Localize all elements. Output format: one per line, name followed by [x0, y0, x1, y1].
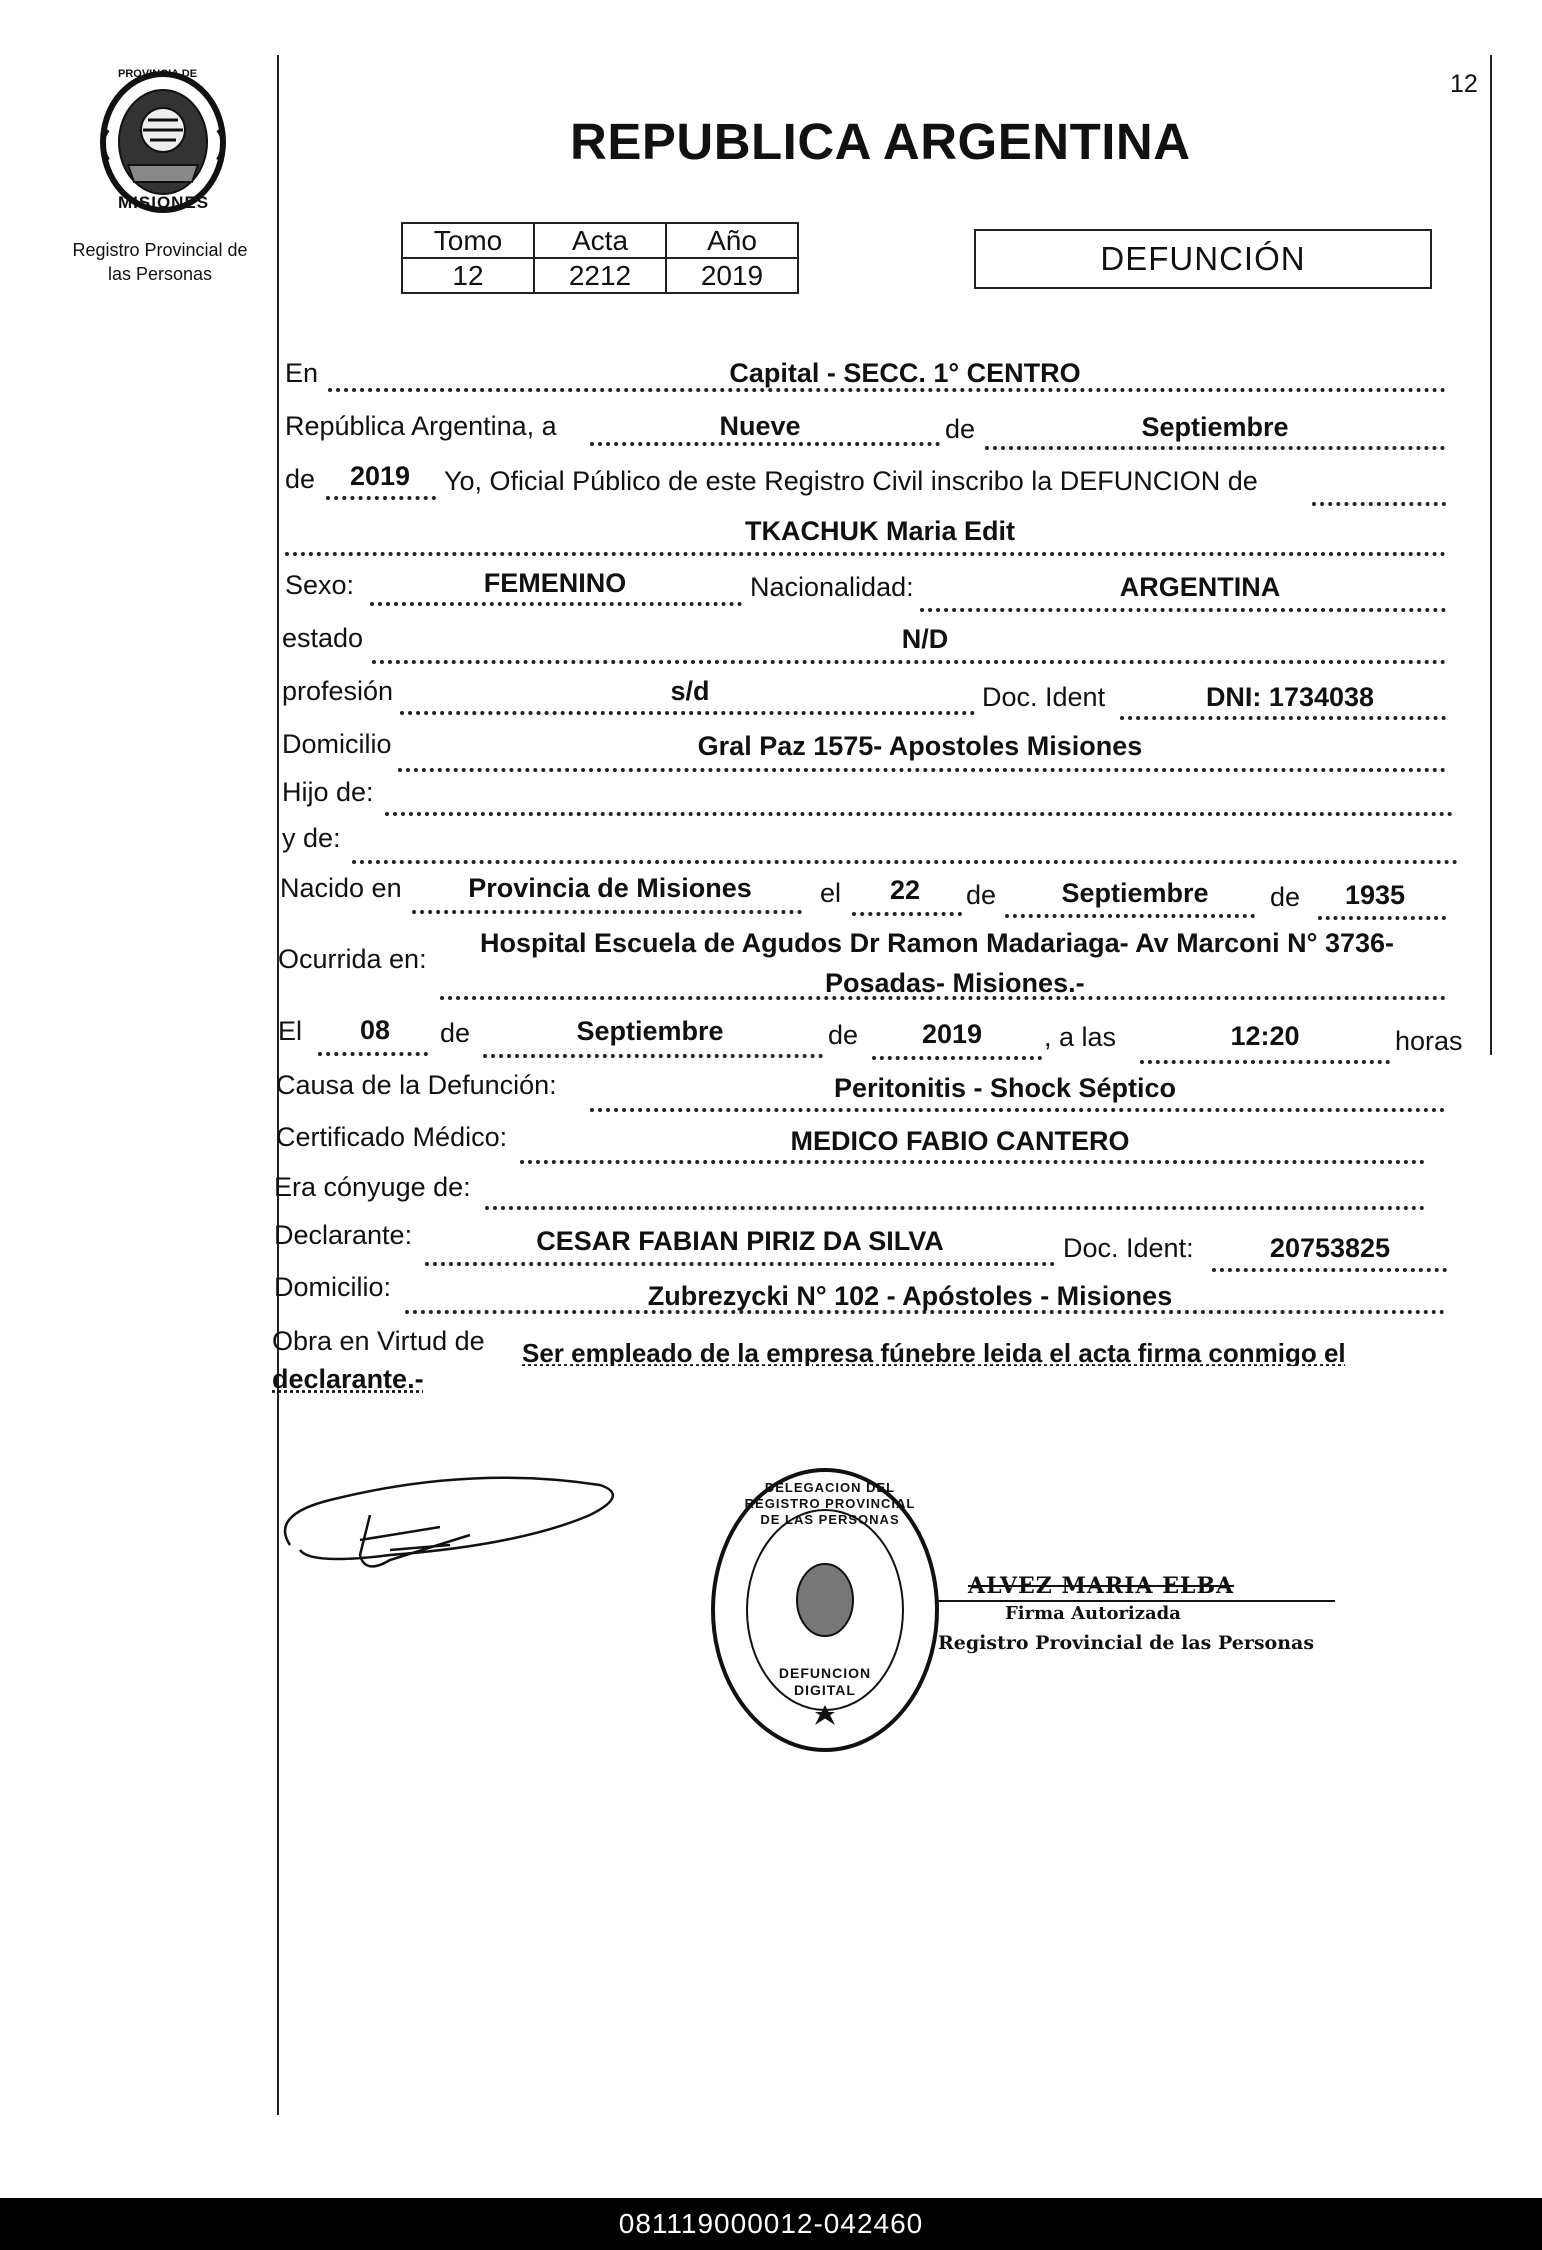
- stamp-inner-text: DEFUNCION DIGITAL: [778, 1665, 872, 1698]
- dotted-line: [328, 388, 1446, 392]
- label-nacido-en: Nacido en: [280, 873, 402, 903]
- label-doc-ident: Doc. Ident: [982, 682, 1106, 712]
- handwritten-signature-icon: [270, 1455, 630, 1585]
- dotted-line: [520, 1160, 1425, 1164]
- dotted-line: [590, 1108, 1445, 1112]
- dotted-line: [285, 552, 1446, 556]
- dotted-line: [872, 1056, 1042, 1060]
- dotted-line: [1140, 1060, 1390, 1064]
- authorized-office: Registro Provincial de las Personas: [938, 1632, 1315, 1654]
- record-table-header-acta: Acta: [534, 223, 666, 258]
- page-title: REPUBLICA ARGENTINA: [570, 113, 1191, 170]
- field-certificado: MEDICO FABIO CANTERO: [790, 1126, 1130, 1156]
- dotted-line: [385, 812, 1453, 816]
- dotted-line: [483, 1054, 823, 1058]
- field-causa: Peritonitis - Shock Séptico: [833, 1073, 1177, 1103]
- field-profesion: s/d: [670, 676, 710, 706]
- field-dia-texto: Nueve: [719, 411, 801, 441]
- field-nac-anio: 1935: [1344, 880, 1406, 910]
- field-nac-mes: Septiembre: [1061, 878, 1209, 908]
- dotted-line: [318, 1052, 428, 1056]
- field-nombre: TKACHUK Maria Edit: [744, 516, 1015, 546]
- dotted-line: [920, 608, 1446, 612]
- label-ocurrida-en: Ocurrida en:: [278, 944, 427, 974]
- label-declarante: Declarante:: [274, 1220, 413, 1250]
- label-certificado: Certificado Médico:: [276, 1122, 508, 1152]
- field-mes: Septiembre: [1141, 412, 1289, 442]
- stamp-outer-text: DELEGACION DEL REGISTRO PROVINCIAL DE LAS PERSONAS: [744, 1480, 916, 1527]
- label-domicilio: Domicilio: [282, 729, 392, 759]
- record-table-value-tomo: 12: [402, 258, 534, 293]
- authorized-role: Firma Autorizada: [1005, 1603, 1181, 1624]
- label-yo-oficial: Yo, Oficial Público de este Registro Civil inscribo la DEFUNCION de: [444, 466, 1258, 496]
- field-fallec-mes: Septiembre: [576, 1016, 724, 1046]
- label-conyuge: Era cónyuge de:: [274, 1172, 471, 1202]
- record-table-value-acta: 2212: [534, 258, 666, 293]
- field-ocurrida-line1: Hospital Escuela de Agudos Dr Ramon Madariaga- Av Marconi N° 3736-: [480, 928, 1395, 958]
- field-nacionalidad: ARGENTINA: [1119, 572, 1281, 602]
- field-nacido-en: Provincia de Misiones: [468, 873, 752, 903]
- label-de-anio: de: [285, 464, 316, 494]
- label-horas: horas: [1395, 1026, 1463, 1056]
- label-de: de: [945, 414, 976, 444]
- dotted-line: [398, 768, 1446, 772]
- field-declarante-domicilio: Zubrezycki N° 102 - Apóstoles - Misiones: [647, 1281, 1173, 1311]
- label-sexo: Sexo:: [285, 570, 355, 600]
- authorized-name: ALVEZ MARIA ELBA: [968, 1573, 1235, 1599]
- dotted-line: [590, 442, 940, 446]
- field-lugar: Capital - SECC. 1° CENTRO: [729, 358, 1081, 388]
- dotted-line: [412, 910, 802, 914]
- dotted-line: [1212, 1268, 1447, 1272]
- dotted-line: [326, 496, 436, 500]
- dotted-line: [485, 1206, 1425, 1210]
- field-obra-line2: declarante.-: [272, 1364, 424, 1394]
- signature-underline: [935, 1600, 1335, 1602]
- record-table: [401, 222, 799, 294]
- label-domicilio-declarante: Domicilio:: [274, 1272, 392, 1302]
- record-table-header-anio: Año: [666, 223, 798, 258]
- label-estado: estado: [282, 623, 364, 653]
- field-dni: DNI: 1734038: [1205, 682, 1375, 712]
- label-en: En: [285, 358, 319, 388]
- label-el-nacimiento: el: [820, 878, 842, 908]
- dotted-line: [1312, 502, 1446, 506]
- label-causa: Causa de la Defunción:: [276, 1070, 557, 1100]
- field-nac-dia: 22: [889, 875, 921, 905]
- dotted-line: [400, 711, 975, 715]
- dotted-line: [352, 860, 1458, 864]
- field-obra-line1: Ser empleado de la empresa fúnebre leida el acta firma conmigo el: [522, 1340, 1346, 1366]
- field-fallec-dia: 08: [359, 1015, 391, 1045]
- right-margin-line: [1490, 55, 1492, 1055]
- label-de-fallec-mes: de: [440, 1018, 471, 1048]
- dotted-line: [370, 602, 742, 606]
- seal-text-bottom: MISIONES: [118, 193, 210, 212]
- field-ocurrida-line2: Posadas- Misiones.-: [825, 968, 1085, 998]
- dotted-line: [1120, 716, 1446, 720]
- dotted-line: [1005, 914, 1255, 918]
- document-code-bar: 081119000012-042460: [0, 2198, 1542, 2250]
- label-nacionalidad: Nacionalidad:: [750, 572, 914, 602]
- page-number: 12: [1450, 70, 1478, 98]
- label-republica: República Argentina, a: [285, 411, 557, 441]
- dotted-line: [425, 1262, 1055, 1266]
- label-profesion: profesión: [282, 676, 394, 706]
- label-a-las: , a las: [1044, 1022, 1117, 1052]
- dotted-line: [1318, 916, 1446, 920]
- field-domicilio: Gral Paz 1575- Apostoles Misiones: [697, 731, 1143, 761]
- label-y-de: y de:: [282, 823, 341, 853]
- label-hijo-de: Hijo de:: [282, 777, 374, 807]
- label-obra: Obra en Virtud de: [272, 1326, 485, 1356]
- field-declarante-doc: 20753825: [1269, 1233, 1391, 1263]
- registry-name: Registro Provincial de las Personas: [72, 240, 248, 284]
- field-estado: N/D: [901, 624, 949, 654]
- field-hora: 12:20: [1230, 1021, 1300, 1051]
- record-table-value-anio: 2019: [666, 258, 798, 293]
- label-el: El: [278, 1016, 303, 1046]
- dotted-line: [440, 996, 1446, 1000]
- label-doc-ident-declarante: Doc. Ident:: [1063, 1233, 1194, 1263]
- field-fallec-anio: 2019: [921, 1019, 983, 1049]
- label-de-nac-mes: de: [966, 880, 997, 910]
- field-sexo: FEMENINO: [483, 568, 627, 598]
- record-table-header-tomo: Tomo: [402, 223, 534, 258]
- seal-text-top: PROVINCIA DE: [118, 68, 198, 80]
- dotted-line: [372, 660, 1446, 664]
- dotted-line: [985, 446, 1445, 450]
- label-de-fallec-anio: de: [828, 1020, 859, 1050]
- declarante-signature: [270, 1455, 630, 1585]
- dotted-line: [852, 912, 962, 916]
- field-declarante: CESAR FABIAN PIRIZ DA SILVA: [536, 1226, 944, 1256]
- label-de-nac-anio: de: [1270, 882, 1301, 912]
- record-type-box: DEFUNCIÓN: [974, 229, 1432, 289]
- field-anio: 2019: [349, 461, 411, 491]
